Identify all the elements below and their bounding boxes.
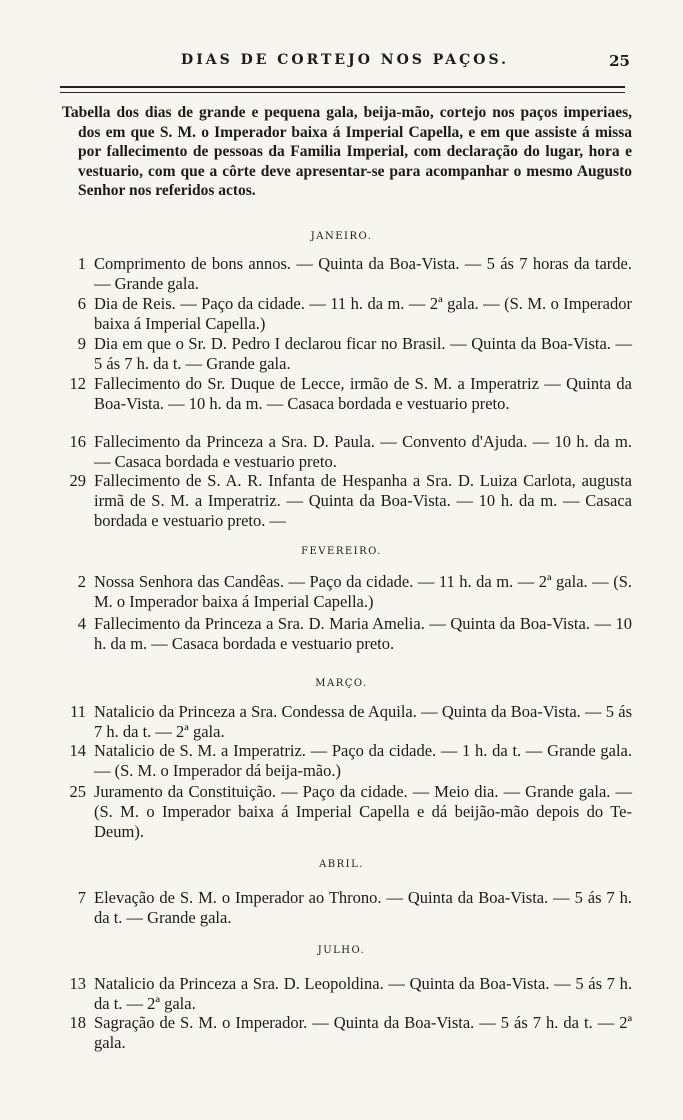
entry-text: Natalicio da Princeza a Sra. D. Leopoldina. — Quinta da Boa-Vista. — 5 ás 7 h. da t. — 2ª gala. xyxy=(94,974,632,1013)
month-heading-julho: JULHO. xyxy=(317,945,366,956)
running-head xyxy=(60,50,630,76)
intro-text: Tabella dos dias de grande e pequena gala, beija-mão, cortejo nos paços imperiaes, dos em que S. M. o Imperador baixa á Imperial Capella, e em que assiste á missa por fallecimento de pessoas da Familia Imperial, com declaração do lugar, hora e vestuario, com que a côrte deve apresentar-se para acompanhar o mesmo Augusto Senhor nos referidos actos. xyxy=(62,104,632,199)
entry-text: Fallecimento da Princeza a Sra. D. Maria Amelia. — Quinta da Boa-Vista. — 10 h. da m. — Casaca bordada e vestuario preto. xyxy=(94,614,632,653)
entry-janeiro-9 xyxy=(66,334,632,374)
running-title: DIAS DE CORTEJO NOS PAÇOS. xyxy=(181,52,509,68)
entry-text: Dia de Reis. — Paço da cidade. — 11 h. da m. — 2ª gala. — (S. M. o Imperador baixa á Imperial Capella.) xyxy=(94,294,632,333)
entry-day: 4 xyxy=(77,614,86,633)
month-heading-marco: MARÇO. xyxy=(315,678,368,689)
entry-text: Dia em que o Sr. D. Pedro I declarou ficar no Brasil. — Quinta da Boa-Vista. — 5 ás 7 h. da t. — Grande gala. xyxy=(94,334,632,373)
entry-janeiro-1 xyxy=(66,254,632,294)
entry-text: Fallecimento da Princeza a Sra. D. Paula. — Convento d'Ajuda. — 10 h. da m. — Casaca bordada e vestuario preto. xyxy=(94,432,632,471)
entry-janeiro-16 xyxy=(66,432,632,472)
entry-day: 14 xyxy=(69,741,86,760)
entry-day: 7 xyxy=(77,888,86,907)
entry-text: Comprimento de bons annos. — Quinta da Boa-Vista. — 5 ás 7 horas da tarde. — Grande gala. xyxy=(94,254,632,293)
entry-text: Sagração de S. M. o Imperador. — Quinta da Boa-Vista. — 5 ás 7 h. da t. — 2ª gala. xyxy=(94,1013,632,1052)
entry-text: Juramento da Constituição. — Paço da cidade. — Meio dia. — Grande gala. — (S. M. o Imperador baixa á Imperial Capella e dá beijão-mão depois do Te-Deum). xyxy=(94,782,632,841)
entry-marco-14 xyxy=(66,741,632,781)
entry-janeiro-6 xyxy=(66,294,632,334)
entry-day: 6 xyxy=(77,294,86,313)
entry-text: Fallecimento de S. A. R. Infanta de Hespanha a Sra. D. Luiza Carlota, augusta irmã de S. M. a Imperatriz. — Quinta da Boa-Vista. — 10 h. da m. — Casaca bordada e vestuario preto. — xyxy=(94,471,632,530)
header-rule-thick xyxy=(60,86,625,88)
entry-text: Elevação de S. M. o Imperador ao Throno. — Quinta da Boa-Vista. — 5 ás 7 h. da t. — Grande gala. xyxy=(94,888,632,927)
entry-text: Nossa Senhora das Candêas. — Paço da cidade. — 11 h. da m. — 2ª gala. — (S. M. o Imperador baixa á Imperial Capella.) xyxy=(94,572,632,611)
entry-day: 29 xyxy=(69,471,86,490)
entry-marco-25 xyxy=(66,782,632,842)
entry-janeiro-29 xyxy=(66,471,632,531)
intro-paragraph xyxy=(62,103,632,201)
header-rule-thin xyxy=(60,92,625,93)
entry-day: 16 xyxy=(69,432,86,451)
entry-abril-7 xyxy=(66,888,632,928)
entry-text: Natalicio de S. M. a Imperatriz. — Paço da cidade. — 1 h. da t. — Grande gala. — (S. M. o Imperador dá beija-mão.) xyxy=(94,741,632,780)
entry-marco-11 xyxy=(66,702,632,742)
entry-day: 1 xyxy=(77,254,86,273)
entry-julho-18 xyxy=(66,1013,632,1053)
entry-day: 2 xyxy=(77,572,86,591)
entry-day: 18 xyxy=(69,1013,86,1032)
month-heading-fevereiro: FEVEREIRO. xyxy=(301,546,382,557)
entry-text: Fallecimento do Sr. Duque de Lecce, irmão de S. M. a Imperatriz — Quinta da Boa-Vista. — 10 h. da m. — Casaca bordada e vestuario preto. xyxy=(94,374,632,413)
entry-janeiro-12 xyxy=(66,374,632,414)
month-heading-abril: ABRIL. xyxy=(319,859,364,870)
entry-day: 12 xyxy=(69,374,86,393)
entry-fevereiro-4 xyxy=(66,614,632,654)
entry-day: 25 xyxy=(69,782,86,801)
entry-fevereiro-2 xyxy=(66,572,632,612)
entry-day: 11 xyxy=(70,702,86,721)
month-heading-janeiro: JANEIRO. xyxy=(310,231,373,242)
page-number: 25 xyxy=(609,52,630,70)
entry-day: 13 xyxy=(69,974,86,993)
entry-julho-13 xyxy=(66,974,632,1014)
entry-day: 9 xyxy=(77,334,86,353)
entry-text: Natalicio da Princeza a Sra. Condessa de Aquila. — Quinta da Boa-Vista. — 5 ás 7 h. da t. — 2ª gala. xyxy=(94,702,632,741)
